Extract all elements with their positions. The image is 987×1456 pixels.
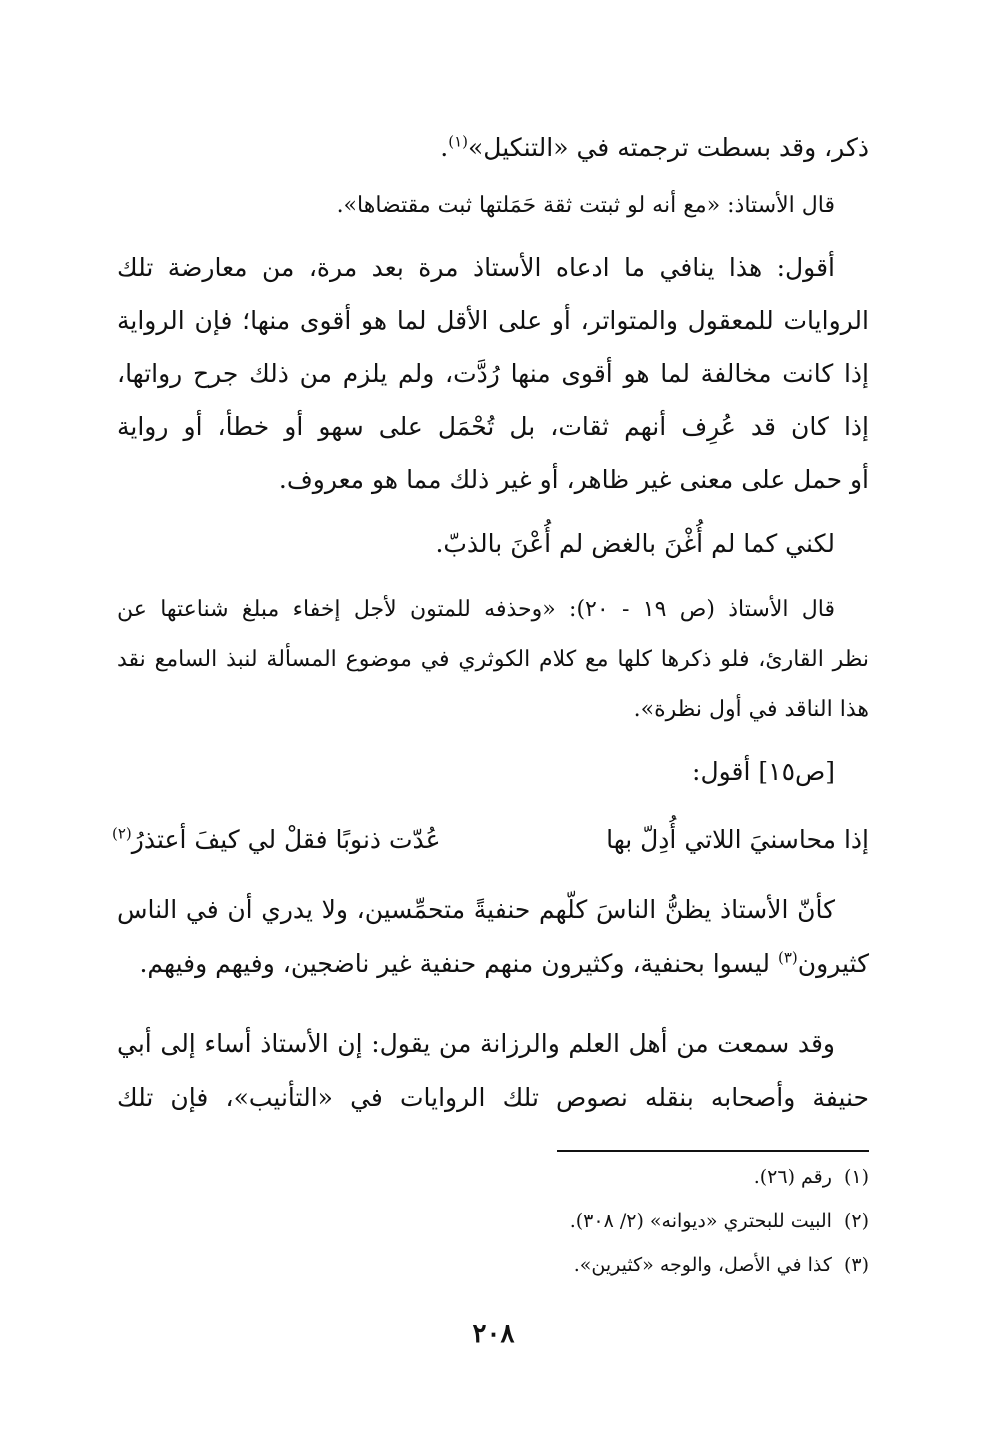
footnote-item [754,1162,869,1192]
paragraph-line: إذا كانت مخالفة لما هو أقوى منها رُدَّت، ولم يلزم من ذلك جرح رواتها، [117,359,869,388]
paragraph-line: أقول: هذا ينافي ما ادعاه الأستاذ مرة بعد مرة، من معارضة تلك [117,253,835,282]
footnote-number: (١) [843,1166,869,1188]
paragraph-line: لكني كما لم أُغْنَ بالغض لم أُعْنَ بالذبّ. [435,529,835,558]
verse-first-hemistich: إذا محاسنيَ اللاتي أُدِلّ بها [606,825,869,854]
paragraph-line: إذا كان قد عُرِف أنهم ثقات، بل تُحْمَل على سهو أو خطأ، أو رواية [117,412,869,441]
paragraph-line: أو حمل على معنى غير ظاهر، أو غير ذلك مما هو معروف. [278,465,869,494]
footnote-divider [557,1150,869,1152]
text-run: كثيرون [797,949,869,978]
paragraph-line: وقد سمعت من أهل العلم والرزانة من يقول: إن الأستاذ أساء إلى أبي [117,1029,835,1058]
quote-line: قال الأستاذ: «مع أنه لو ثبتت ثقة حَمَلتها ثبت مقتضاها». [336,193,835,218]
text-run: ليسوا بحنفية، وكثيرون منهم حنفية غير ناضجين، وفيهم وفيهم. [139,949,778,978]
footnote-text: البيت للبحتري «ديوانه» (٢/ ٣٠٨). [569,1210,832,1232]
footnote-item [570,1206,869,1236]
text-run: ذكر، وقد بسطت ترجمته في «التنكيل» [467,133,869,162]
footnote-item [574,1250,869,1280]
footnote-number: (٣) [843,1254,869,1276]
paragraph-line: الروايات للمعقول والمتواتر، أو على الأقل لما هو أقوى منها؛ فإن الرواية [117,306,869,335]
verse-second-hemistich [112,820,441,860]
footnote-marker: (٢) [112,824,132,843]
quote-line: نظر القارئ، فلو ذكرها كلها مع كلام الكوثري في موضوع المسألة لنبذ السامع نقد [117,647,869,672]
paragraph-line [117,128,869,168]
footnote-text: كذا في الأصل، والوجه «كثيرين». [573,1254,832,1276]
footnote-marker: (١) [448,132,468,151]
footnote-number: (٢) [843,1210,869,1232]
footnote-text: رقم (٢٦). [753,1166,832,1188]
quote-line: هذا الناقد في أول نظرة». [633,697,869,722]
paragraph-line [117,944,869,984]
text-run: . [440,133,449,162]
quote-line: قال الأستاذ (ص ١٩ - ٢٠): «وحذفه للمتون لأجل إخفاء مبلغ شناعتها عن [117,597,836,622]
paragraph-line: كأنّ الأستاذ يظنُّ الناسَ كلّهم حنفيةً متحمِّسين، ولا يدري أن في الناس [117,895,835,924]
paragraph-line: [ص١٥] أقول: [692,757,835,786]
page-number: ٢٠٨ [472,1319,515,1349]
paragraph-line: حنيفة وأصحابه بنقله نصوص تلك الروايات في «التأنيب»، فإن تلك [117,1083,869,1112]
text-run: عُدّت ذنوبًا فقلْ لي كيفَ أعتذرُ [131,825,441,854]
footnote-marker: (٣) [778,948,798,967]
